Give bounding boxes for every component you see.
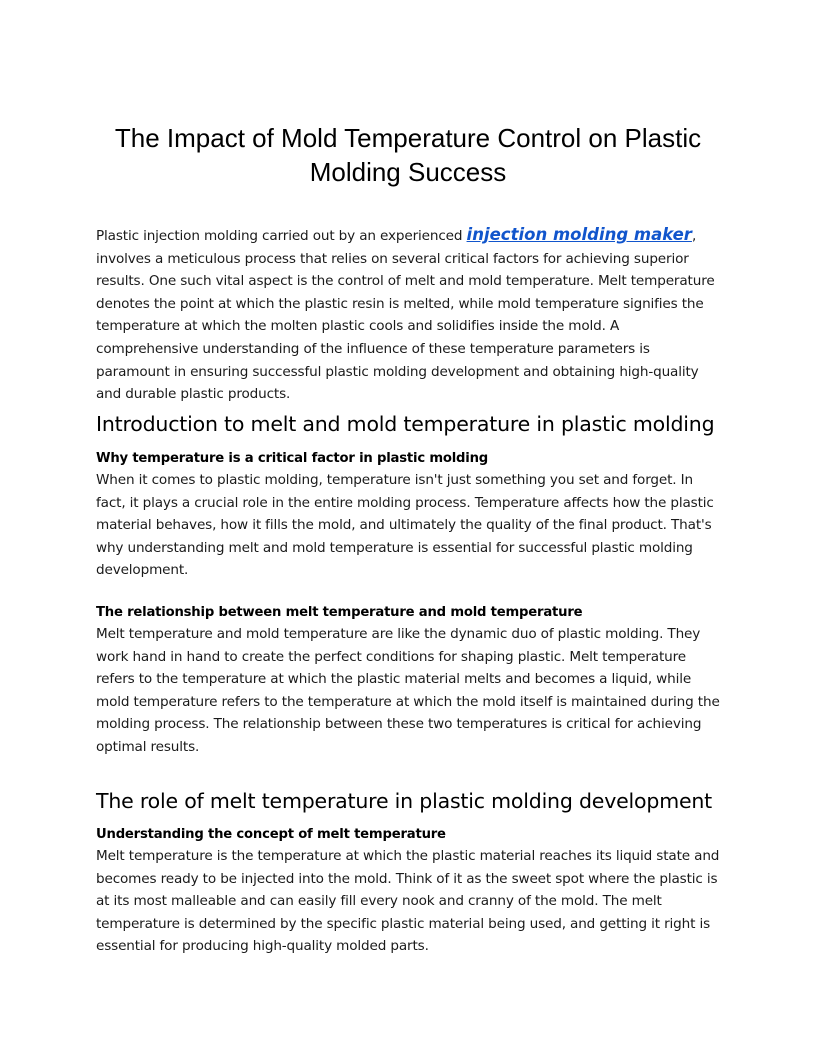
section-heading-melt-temperature: The role of melt temperature in plastic molding development xyxy=(96,789,713,813)
subheading-why-temperature: Why temperature is a critical factor in plastic molding xyxy=(96,451,489,466)
intro-text-after-link: , involves a meticulous process that relies on several critical factors for achieving superior results. One such vital aspect is the control of melt and mold temperature. Melt temperature denotes the point at which the plastic resin is melted, while mold temperature signifies the temperature at which the molten plastic cools and solidifies inside the mold. A comprehensive understanding of the influence of these temperature parameters is paramount in ensuring successful plastic molding development and obtaining high-quality and durable plastic products. xyxy=(96,228,715,403)
document-title: The Impact of Mold Temperature Control on Plastic Molding Success xyxy=(114,123,702,187)
paragraph-relationship: Melt temperature and mold temperature are like the dynamic duo of plastic molding. They work hand in hand to create the perfect conditions for shaping plastic. Melt temperature refers to the temperature at which the plastic material melts and becomes a liquid, while mold temperature refers to the temperature at which the mold itself is maintained during the molding process. The relationship between these two temperatures is critical for achieving optimal results. xyxy=(96,626,720,755)
intro-text-before-link: Plastic injection molding carried out by an experienced xyxy=(96,228,467,244)
subheading-melt-concept: Understanding the concept of melt temperature xyxy=(96,827,446,842)
paragraph-why-temperature: When it comes to plastic molding, temperature isn't just something you set and forget. In fact, it plays a crucial role in the entire molding process. Temperature affects how the plastic material behaves, how it fills the mold, and ultimately the quality of the final product. That's why understanding melt and mold temperature is essential for successful plastic molding development. xyxy=(96,472,714,578)
intro-paragraph xyxy=(96,224,724,406)
section-heading-intro: Introduction to melt and mold temperature in plastic molding xyxy=(96,412,715,436)
injection-molding-maker-link[interactable]: injection molding maker xyxy=(466,225,692,244)
paragraph-melt-concept: Melt temperature is the temperature at which the plastic material reaches its liquid state and becomes ready to be injected into the mold. Think of it as the sweet spot where the plastic is at its most malleable and can easily fill every nook and cranny of the mold. The melt temperature is determined by the specific plastic material being used, and getting it right is essential for producing high-quality molded parts. xyxy=(96,848,720,954)
subheading-relationship: The relationship between melt temperature and mold temperature xyxy=(96,605,583,620)
